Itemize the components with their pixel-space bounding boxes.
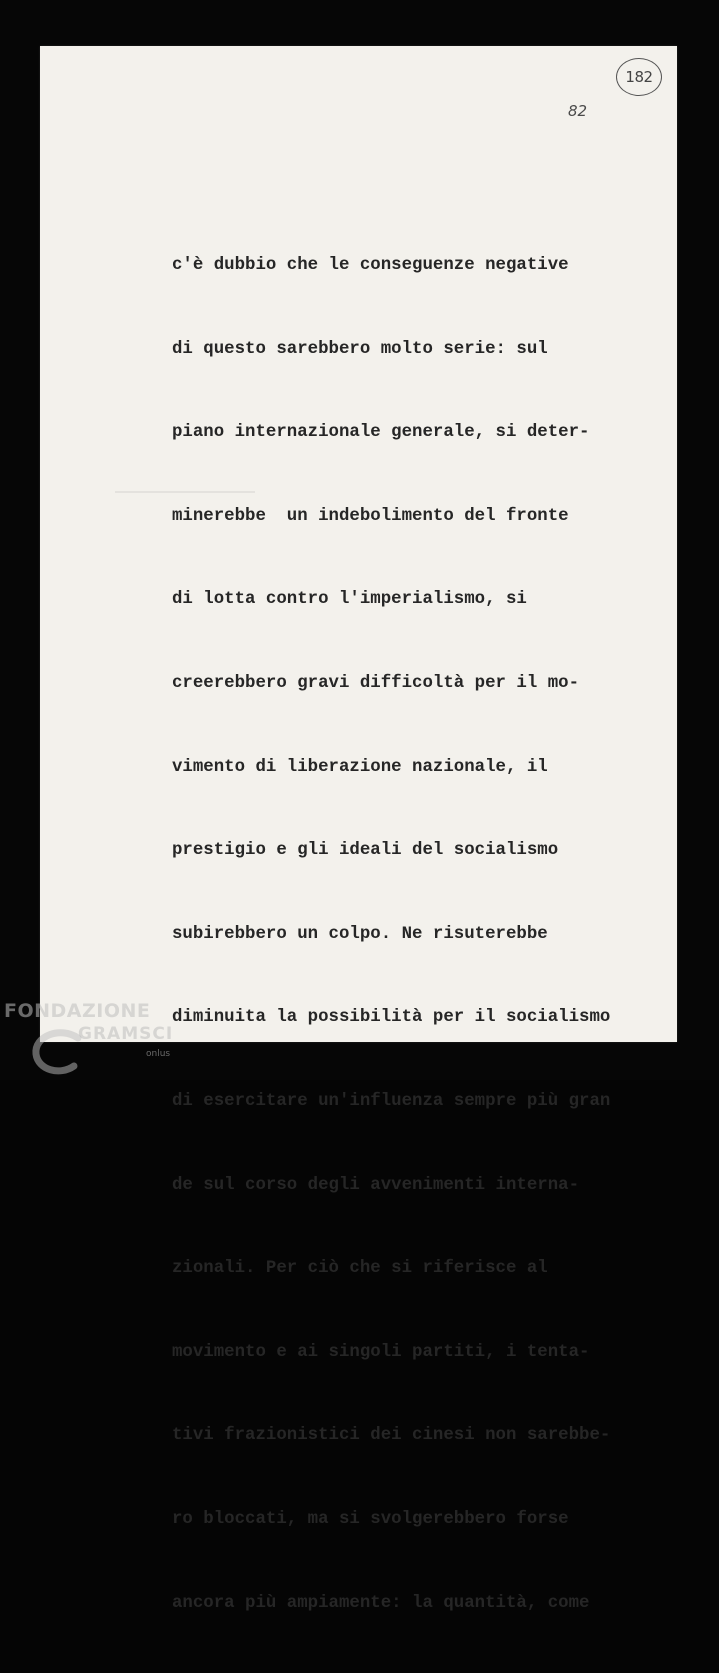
watermark-logo: [4, 1000, 204, 1080]
handwritten-page-number: 82: [568, 102, 588, 120]
text-line: diminuita la possibilità per il socialismo: [172, 1008, 611, 1028]
watermark-suffix: onlus: [146, 1049, 171, 1059]
text-line: di esercitare un'influenza sempre più gran: [172, 1091, 611, 1111]
text-line: movimento e ai singoli partiti, i tenta-: [172, 1342, 590, 1362]
typewritten-text: [172, 214, 610, 1673]
text-line: di questo sarebbero molto serie: sul: [172, 339, 548, 359]
text-line: di lotta contro l'imperialismo, si: [172, 590, 527, 610]
archive-stamp: 182: [616, 58, 662, 96]
text-line: piano internazionale generale, si deter-: [172, 423, 590, 443]
text-line: minerebbe un indebolimento del fronte: [172, 506, 569, 526]
text-line: c'è dubbio che le conseguenze negative: [172, 256, 569, 275]
text-line: subirebbero un colpo. Ne risuterebbe: [172, 924, 548, 944]
text-line: ro bloccati, ma si svolgerebbero forse: [172, 1509, 569, 1529]
text-line: creerebbero gravi difficoltà per il mo-: [172, 673, 580, 693]
watermark-line1: FONDAZIONE: [4, 1000, 151, 1022]
text-line: prestigio e gli ideali del socialismo: [172, 841, 559, 861]
watermark-line2: GRAMSCI: [78, 1024, 174, 1044]
text-line: vimento di liberazione nazionale, il: [172, 757, 548, 777]
text-line: tivi frazionistici dei cinesi non sarebbe-: [172, 1426, 611, 1446]
text-line: zionali. Per ciò che si riferisce al: [172, 1259, 548, 1279]
text-line: ancora più ampiamente: la quantità, come: [172, 1593, 590, 1613]
text-line: de sul corso degli avvenimenti interna-: [172, 1175, 580, 1195]
